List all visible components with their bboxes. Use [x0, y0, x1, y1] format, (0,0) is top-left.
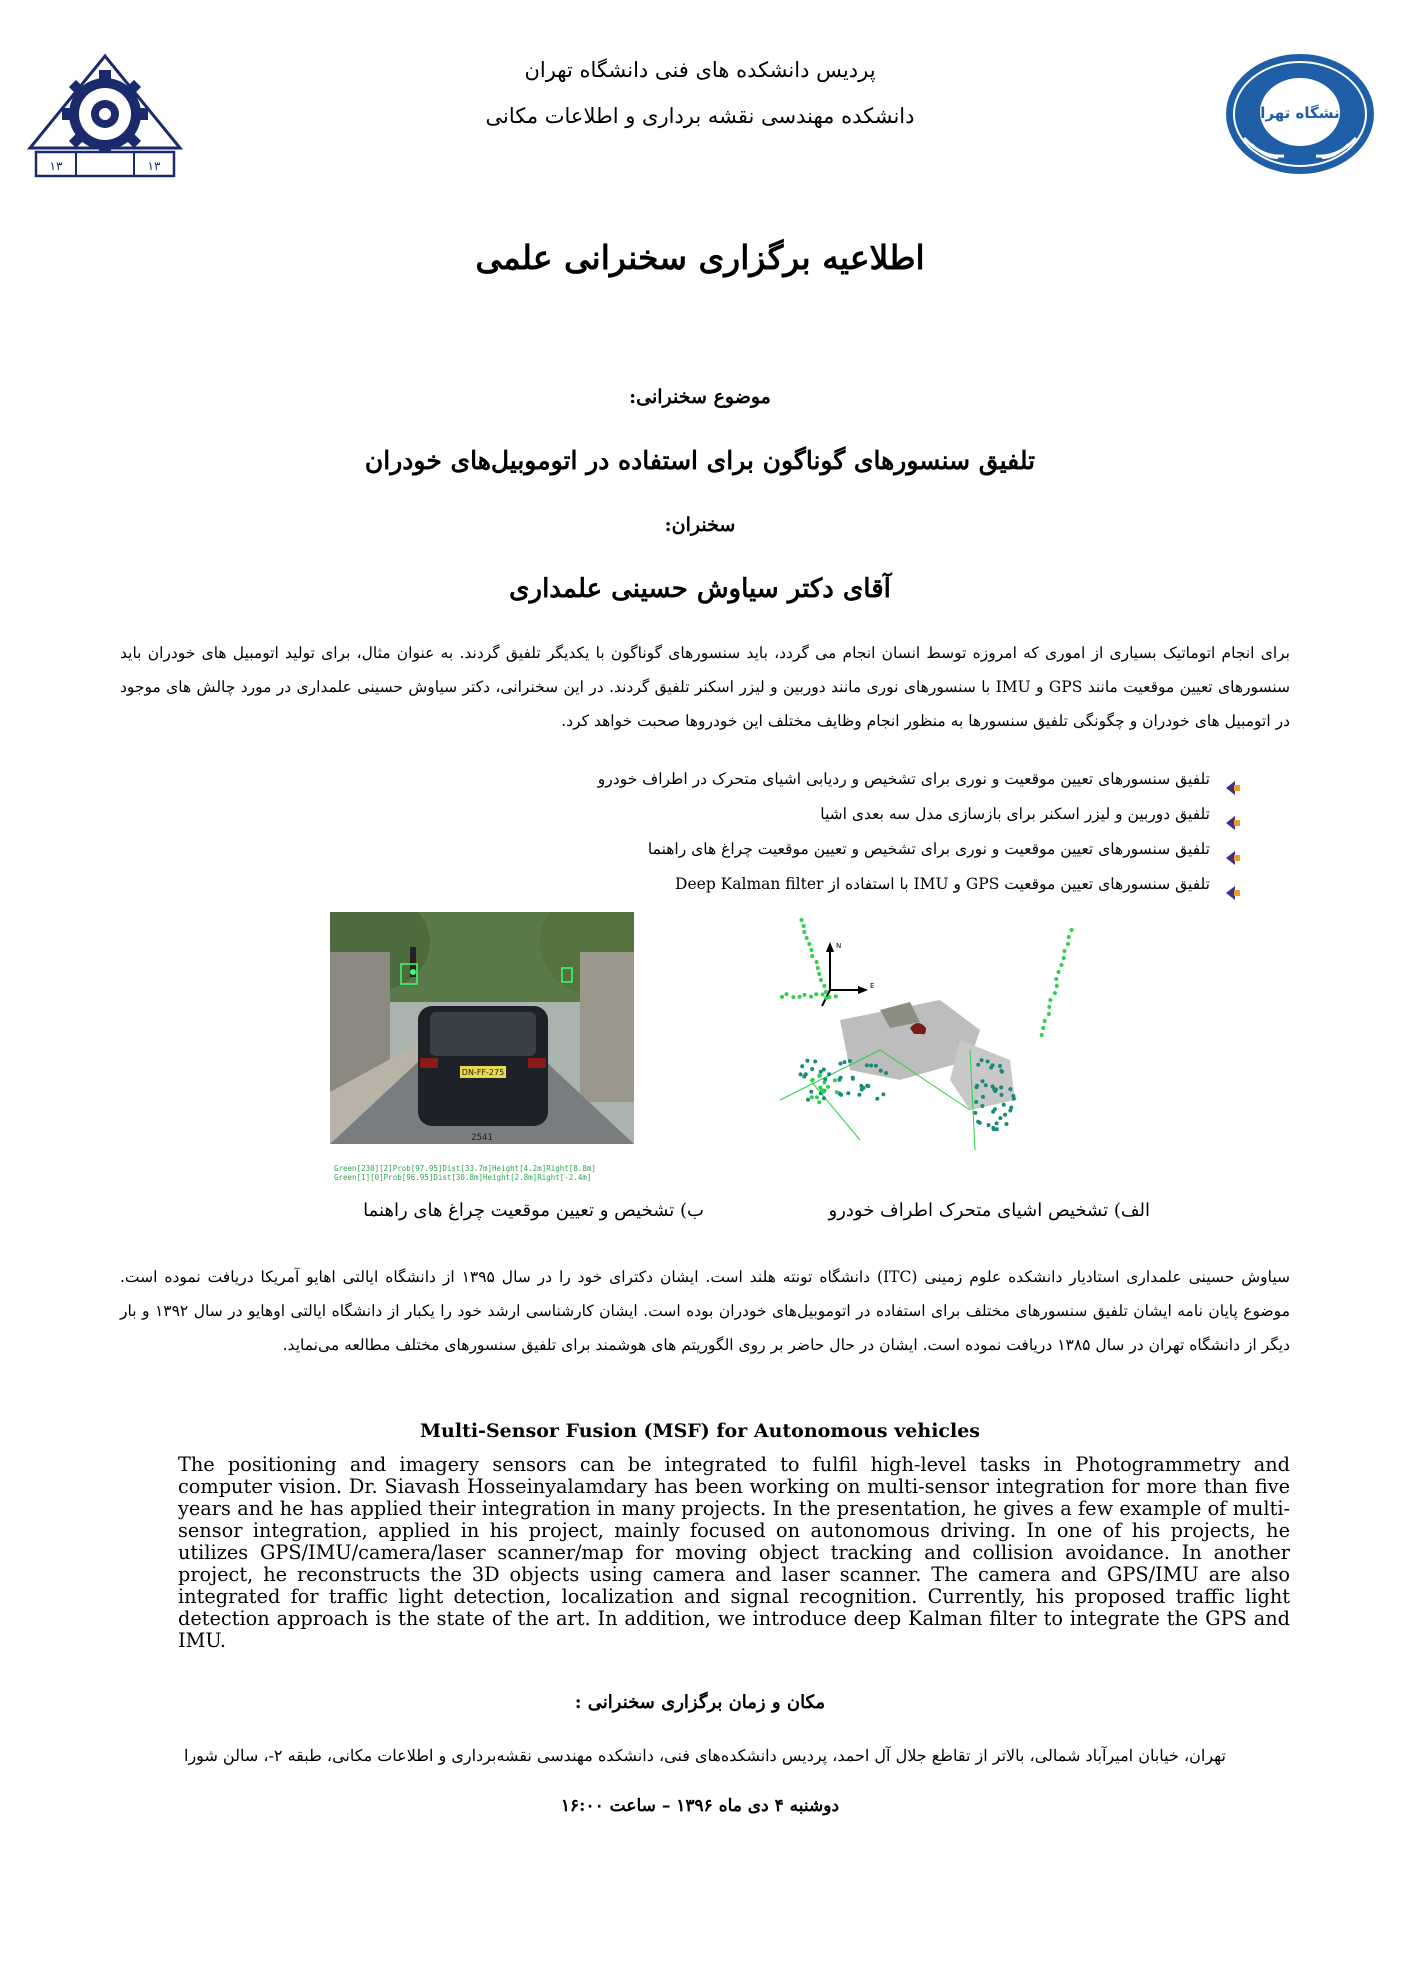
lidar-point	[824, 990, 828, 994]
object-point	[839, 1076, 843, 1080]
lidar-point	[791, 995, 795, 999]
object-point	[809, 1090, 813, 1094]
intro-paragraph: برای انجام اتوماتیک بسیاری از اموری که امروزه توسط انسان انجام می گردد، باید سنسورهای گوناگون با یکدیگر تلفیق گردند. به عنوان مثال، برای تولید اتومبیل های خودران باید سنسورهای تعیین موقعیت مانند GPS و IMU با سنسورهای نوری مانند دوربین و لیزر اسکنر تلفیق گردند. در این سخنرانی، دکتر سیاوش حسینی علمداری در مورد چالش های موجود در اتومبیل های خودران و چگونگی تلفیق سنسورها به منظور انجام وظایف مختلف این خودروها صحبت خواهد کرد.	[120, 644, 1290, 730]
header-line-faculty: دانشکده مهندسی نقشه برداری و اطلاعات مکانی	[485, 104, 915, 128]
lidar-point	[810, 948, 814, 952]
object-point	[865, 1063, 869, 1067]
object-point	[815, 1095, 819, 1099]
object-point	[848, 1059, 852, 1063]
lidar-point	[802, 924, 806, 928]
object-point	[874, 1064, 878, 1068]
lidar-point	[1070, 928, 1074, 932]
list-item	[360, 832, 1240, 867]
object-point	[998, 1116, 1002, 1120]
lidar-point	[780, 995, 784, 999]
bullet-icon	[1226, 808, 1240, 822]
lidar-point	[1055, 984, 1059, 988]
english-title: Multi-Sensor Fusion (MSF) for Autonomous vehicles	[420, 1420, 980, 1442]
object-point	[987, 1123, 991, 1127]
topic-text: تلفیق سنسورهای تعیین موقعیت GPS و IMU با استفاده از Deep Kalman filter	[675, 875, 1210, 893]
list-item	[360, 867, 1240, 902]
university-logo	[1222, 52, 1378, 176]
lidar-point	[1040, 1033, 1044, 1037]
object-point	[800, 1064, 804, 1068]
caption-traffic-light: ب) تشخیص و تعیین موقعیت چراغ های راهنما	[363, 1200, 704, 1221]
lidar-point	[805, 936, 809, 940]
lidar-point	[816, 966, 820, 970]
lidar-point	[809, 995, 813, 999]
object-point	[813, 1060, 817, 1064]
lidar-point	[802, 930, 806, 934]
lidar-point	[807, 942, 811, 946]
object-point	[1008, 1087, 1012, 1091]
logo-number-left: ۱۳	[49, 159, 63, 173]
object-point	[1005, 1122, 1009, 1126]
object-point	[805, 1059, 809, 1063]
bullet-icon	[1226, 878, 1240, 892]
lidar-point	[1047, 1012, 1051, 1016]
object-point	[839, 1093, 843, 1097]
object-point	[1000, 1093, 1004, 1097]
object-point	[862, 1086, 866, 1090]
speaker-label: سخنران:	[664, 514, 736, 536]
object-point	[819, 1070, 823, 1074]
object-point	[827, 1072, 831, 1076]
object-point	[879, 1069, 883, 1073]
object-point	[857, 1093, 861, 1097]
lidar-point	[803, 993, 807, 997]
object-point	[833, 1078, 837, 1082]
lidar-point	[822, 984, 826, 988]
object-point	[881, 1092, 885, 1096]
venue-address: تهران، خیابان امیرآباد شمالی، بالاتر از تقاطع جلال آل احمد، پردیس دانشکده‌های فنی، دانشکده مهندسی نقشه‌برداری و اطلاعات مکانی، طبقه ۲-، سالن شورا	[184, 1746, 1226, 1765]
subject-label: موضوع سخنرانی:	[629, 386, 771, 408]
lidar-point	[814, 992, 818, 996]
axis-x-label: E	[870, 982, 875, 990]
object-point	[843, 1060, 847, 1064]
bullet-icon	[1226, 773, 1240, 787]
lidar-point	[1067, 935, 1071, 939]
logo-number-right: ۱۳	[147, 159, 161, 173]
lidar-point	[1043, 1019, 1047, 1023]
topic-list	[360, 762, 1240, 902]
header-line-campus: پردیس دانشکده های فنی دانشگاه تهران	[524, 58, 876, 82]
object-point	[869, 1064, 873, 1068]
object-point	[991, 1063, 995, 1067]
lidar-point	[821, 993, 825, 997]
object-point	[839, 1062, 843, 1066]
bio-paragraph: سیاوش حسینی علمداری استادیار دانشکده علوم زمینی (ITC) دانشگاه تونته هلند است. ایشان دکترای خود را در سال ۱۳۹۵ از دانشگاه ایالتی اهایو آمریکا دریافت نموده است. موضوع پایان نامه ایشان تلفیق سنسورهای مختلف برای استفاده در اتوموبیل‌های خودران بوده است. ایشان کارشناسی ارشد خود را یکبار از دانشگاه ایالتی اوهایو در سال ۱۳۹۲ و بار دیگر از دانشگاه تهران در سال ۱۳۸۵ دریافت نموده است. ایشان در حال حاضر بر روی الگوریتم های هوشمند برای تلفیق سنسورهای مختلف مطالعه می‌نماید.	[120, 1268, 1290, 1354]
english-abstract: The positioning and imagery sensors can be integrated to fulfil high-level tasks in Photogrammetry and computer vision. Dr. Siavash Hosseinyalamdary has been working on multi-sensor integration for more than five years and he has applied their integration in many projects. In the presentation, he gives a few example of multi-sensor integration, applied in his project, mainly focused on autonomous driving. In one of his projects, he utilizes GPS/IMU/camera/laser scanner/map for moving object tracking and collision avoidance. In another project, he reconstructs the 3D objects using camera and laser scanner. The camera and GPS/IMU are also integrated for traffic light detection, localization and signal recognition. Currently, his proposed traffic light detection approach is the state of the art. In addition, we introduce deep Kalman filter to integrate the GPS and IMU.	[178, 1453, 1290, 1652]
lidar-point	[1062, 956, 1066, 960]
lidar-point	[1047, 1005, 1051, 1009]
object-point	[984, 1083, 988, 1087]
object-point	[991, 1084, 995, 1088]
object-point	[974, 1085, 978, 1089]
object-point	[823, 1081, 827, 1085]
lidar-point	[1053, 991, 1057, 995]
lidar-point	[785, 992, 789, 996]
object-point	[993, 1107, 997, 1111]
speaker-name: آقای دکتر سیاوش حسینی علمداری	[509, 574, 891, 604]
topic-text: تلفیق دوربین و لیزر اسکنر برای بازسازی مدل سه بعدی اشیا	[820, 805, 1210, 823]
lidar-point	[834, 994, 838, 998]
talk-subject: تلفیق سنسورهای گوناگون برای استفاده در اتوموبیل‌های خودران	[364, 446, 1036, 475]
lidar-point	[1054, 977, 1058, 981]
lidar-point	[800, 918, 804, 922]
object-point	[851, 1077, 855, 1081]
logo-text: دانشگاه تهران	[1247, 104, 1353, 122]
lidar-point	[798, 995, 802, 999]
list-item	[360, 797, 1240, 832]
object-point	[865, 1084, 869, 1088]
object-point	[973, 1111, 977, 1115]
object-point	[1011, 1094, 1015, 1098]
faculty-logo	[26, 52, 184, 180]
object-point	[810, 1067, 814, 1071]
overlay-line: Green[1][0]Prob[96.95]Dist[30.8m]Height[2.8m]Right[-2.4m]	[334, 1173, 592, 1182]
object-point	[974, 1100, 978, 1104]
object-point	[799, 1072, 803, 1076]
object-point	[995, 1121, 999, 1125]
object-point	[806, 1098, 810, 1102]
object-point	[986, 1060, 990, 1064]
object-point	[818, 1074, 822, 1078]
object-point	[822, 1090, 826, 1094]
object-point	[976, 1063, 980, 1067]
object-point	[835, 1090, 839, 1094]
venue-label: مکان و زمان برگزاری سخنرانی :	[574, 1692, 826, 1713]
object-point	[875, 1097, 879, 1101]
page-title: اطلاعیه برگزاری سخنرانی علمی	[475, 238, 925, 277]
object-point	[1003, 1113, 1007, 1117]
object-point	[810, 1095, 814, 1099]
object-point	[998, 1064, 1002, 1068]
lidar-point	[817, 972, 821, 976]
lidar-point	[1057, 970, 1061, 974]
object-point	[817, 1100, 821, 1104]
list-item	[360, 762, 1240, 797]
bullet-icon	[1226, 843, 1240, 857]
lidar-point	[815, 960, 819, 964]
object-point	[980, 1058, 984, 1062]
lidar-point	[1066, 942, 1070, 946]
object-point	[804, 1072, 808, 1076]
topic-text: تلفیق سنسورهای تعیین موقعیت و نوری برای تشخیص و ردیابی اشیای متحرک در اطراف خودرو	[597, 770, 1210, 788]
caption-moving-objects: الف) تشخیص اشیای متحرک اطراف خودرو	[828, 1200, 1150, 1221]
object-point	[1008, 1109, 1012, 1113]
object-point	[978, 1121, 982, 1125]
object-point	[1000, 1070, 1004, 1074]
object-point	[811, 1078, 815, 1082]
object-point	[980, 1104, 984, 1108]
object-point	[981, 1095, 985, 1099]
object-point	[822, 1096, 826, 1100]
lidar-point	[1041, 1026, 1045, 1030]
object-point	[884, 1071, 888, 1075]
traffic-light-photo	[330, 912, 634, 1144]
object-point	[993, 1089, 997, 1093]
lidar-point	[1048, 998, 1052, 1002]
lidar-point	[819, 978, 823, 982]
axis-y-label: N	[836, 942, 842, 950]
object-point	[826, 1085, 830, 1089]
frame-number: 2541	[471, 1133, 493, 1143]
lidar-point	[827, 995, 831, 999]
point-cloud-figure	[770, 910, 1100, 1160]
lidar-point	[810, 954, 814, 958]
lidar-point	[1063, 949, 1067, 953]
topic-text: تلفیق سنسورهای تعیین موقعیت و نوری برای تشخیص و تعیین موقعیت چراغ های راهنما	[647, 840, 1210, 858]
object-point	[992, 1127, 996, 1131]
lidar-point	[1060, 963, 1064, 967]
event-datetime: دوشنبه ۴ دی ماه ۱۳۹۶ – ساعت ۱۶:۰۰	[560, 1796, 840, 1816]
overlay-line: Green[230][2]Prob[97.95]Dist[33.7m]Height[4.2m]Right[8.8m]	[334, 1164, 596, 1173]
object-point	[999, 1085, 1003, 1089]
object-point	[1002, 1103, 1006, 1107]
detection-overlay-text	[334, 1164, 596, 1182]
license-plate: DN-FF-275	[461, 1068, 505, 1077]
object-point	[981, 1079, 985, 1083]
object-point	[846, 1091, 850, 1095]
